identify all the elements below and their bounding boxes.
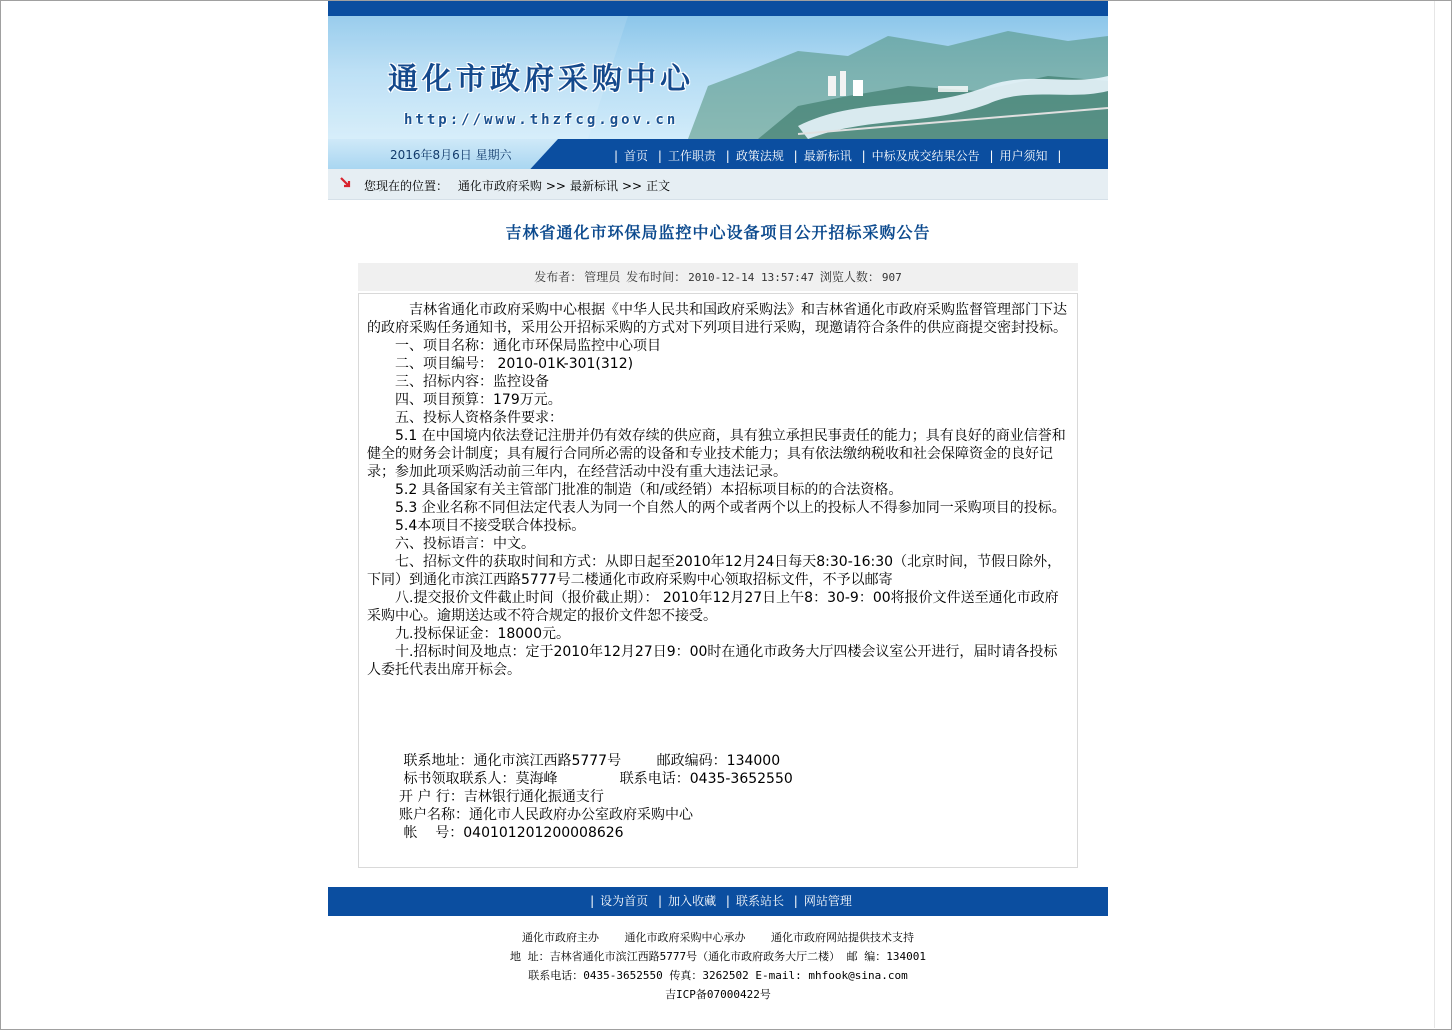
breadcrumb-text: 您现在的位置： 通化市政府采购 >> 最新标讯 >> 正文: [364, 179, 671, 193]
paragraph: 三、招标内容：监控设备: [367, 374, 549, 390]
paragraph: 十.招标时间及地点：定于2010年12月27日9：00时在通化市政务大厅四楼会议室公开进行，届时请各投标人委托代表出席开标会。: [367, 644, 1058, 678]
main-nav: | 首页 | 工作职责 | 政策法规 | 最新标讯 | 中标及成交结果公告 | 用户须知 |: [614, 149, 1062, 163]
footer-organizer: 通化市政府采购中心承办: [624, 931, 746, 944]
paragraph: 5.1 在中国境内依法登记注册并仍有效存续的供应商，具有独立承担民事责任的能力；具有良好的商业信誉和健全的财务会计制度；具有履行合同所必需的设备和专业技术能力；具有依法缴纳税收和社会保障资金的良好记录；参加此项采购活动前三年内，在经营活动中没有重大违法记录。: [367, 428, 1066, 480]
article-title: 吉林省通化市环保局监控中心设备项目公开招标采购公告: [505, 223, 931, 242]
footer-nav: | 设为首页 | 加入收藏 | 联系站长 | 网站管理: [328, 887, 1108, 916]
publisher: 管理员: [584, 270, 621, 284]
site-url: http://www.thzfcg.gov.cn: [404, 112, 679, 128]
contact-info: [399, 752, 1069, 842]
views-label: 浏览人数：: [819, 270, 880, 284]
nav-item-user-guide[interactable]: 用户须知: [999, 149, 1048, 163]
set-homepage-link[interactable]: 设为首页: [600, 894, 649, 908]
contact-webmaster-link[interactable]: 联系站长: [735, 894, 784, 908]
footer-contact: 联系电话：0435-3652550 传真：3262502 E-mail: mhfook@sina.com: [528, 969, 908, 982]
paragraph: 六、投标语言：中文。: [367, 536, 535, 552]
publish-time: 2010-12-14 13:57:47: [688, 271, 814, 284]
contact-line: 帐 号：040101201200008626: [399, 825, 624, 841]
paragraph: 八.提交报价文件截止时间（报价截止期）： 2010年12月27日上午8：30-9：00将报价文件送至通化市政府采购中心。逾期送达或不符合规定的报价文件恕不接受。: [367, 590, 1059, 624]
footer-sponsors: [328, 928, 1108, 947]
footer-address: 地 址：吉林省通化市滨江西路5777号（通化市政府政务大厅二楼） 邮 编：134001: [509, 950, 927, 963]
nav-item-results[interactable]: 中标及成交结果公告: [871, 149, 980, 163]
footer-sponsor: 通化市政府主办: [522, 931, 599, 944]
nav-item-policy[interactable]: 政策法规: [735, 149, 784, 163]
breadcrumb-label: 您现在的位置：: [364, 179, 449, 193]
add-favorite-link[interactable]: 加入收藏: [668, 894, 717, 908]
content-column: [328, 0, 1108, 1030]
article-meta: [358, 263, 1078, 291]
current-date: 2016年8月6日 星期六: [390, 148, 512, 162]
contact-line: 开 户 行：吉林银行通化振通支行: [399, 789, 604, 805]
paragraph: 四、项目预算：179万元。: [367, 392, 562, 408]
publisher-label: 发布者：: [534, 270, 583, 284]
footer-tech-support: 通化市政府网站提供技术支持: [771, 931, 914, 944]
time-label: 发布时间：: [626, 270, 687, 284]
paragraph: 二、项目编号： 2010-01K-301(312): [367, 356, 634, 372]
nav-item-duties[interactable]: 工作职责: [667, 149, 716, 163]
breadcrumb-item-current: 正文: [646, 179, 671, 193]
paragraph: 一、项目名称：通化市环保局监控中心项目: [367, 338, 661, 354]
paragraph: 5.2 具备国家有关主管部门批准的制造（和/或经销）本招标项目标的的合法资格。: [367, 482, 903, 498]
article-body: [358, 293, 1078, 868]
article-text: [367, 301, 1067, 679]
paragraph: 九.投标保证金：18000元。: [367, 626, 570, 642]
site-admin-link[interactable]: 网站管理: [803, 894, 852, 908]
nav-item-latest-bids[interactable]: 最新标讯: [803, 149, 852, 163]
nav-item-home[interactable]: 首页: [624, 149, 649, 163]
scrollbar[interactable]: [1434, 1, 1451, 1028]
contact-line: 账户名称：通化市人民政府办公室政府采购中心: [399, 807, 693, 823]
contact-line: 联系地址：通化市滨江西路5777号 邮政编码：134000: [399, 753, 781, 769]
breadcrumb-item-latest[interactable]: 最新标讯: [569, 179, 618, 193]
paragraph: 5.4本项目不接受联合体投标。: [367, 518, 586, 534]
paragraph: 5.3 企业名称不同但法定代表人为同一个自然人的两个或者两个以上的投标人不得参加同一采购项目的投标。: [367, 500, 1066, 516]
paragraph: 吉林省通化市政府采购中心根据《中华人民共和国政府采购法》和吉林省通化市政府采购监督管理部门下达的政府采购任务通知书，采用公开招标采购的方式对下列项目进行采购，现邀请符合条件的供应商提交密封投标。: [367, 302, 1067, 336]
footer-icp: 吉ICP备07000422号: [665, 988, 771, 1001]
site-title: 通化市政府采购中心: [388, 62, 694, 97]
contact-line: 标书领取联系人：莫海峰 联系电话：0435-3652550: [399, 771, 793, 787]
footer: [328, 928, 1108, 1004]
breadcrumb-item-home[interactable]: 通化市政府采购: [457, 179, 542, 193]
paragraph: 七、招标文件的获取时间和方式：从即日起至2010年12月24日每天8:30-16:30（北京时间，节假日除外，下同）到通化市滨江西路5777号二楼通化市政府采购中心领取招标文件，不予以邮寄: [367, 554, 1062, 588]
paragraph: 五、投标人资格条件要求：: [367, 410, 563, 426]
view-count: 907: [881, 271, 902, 284]
